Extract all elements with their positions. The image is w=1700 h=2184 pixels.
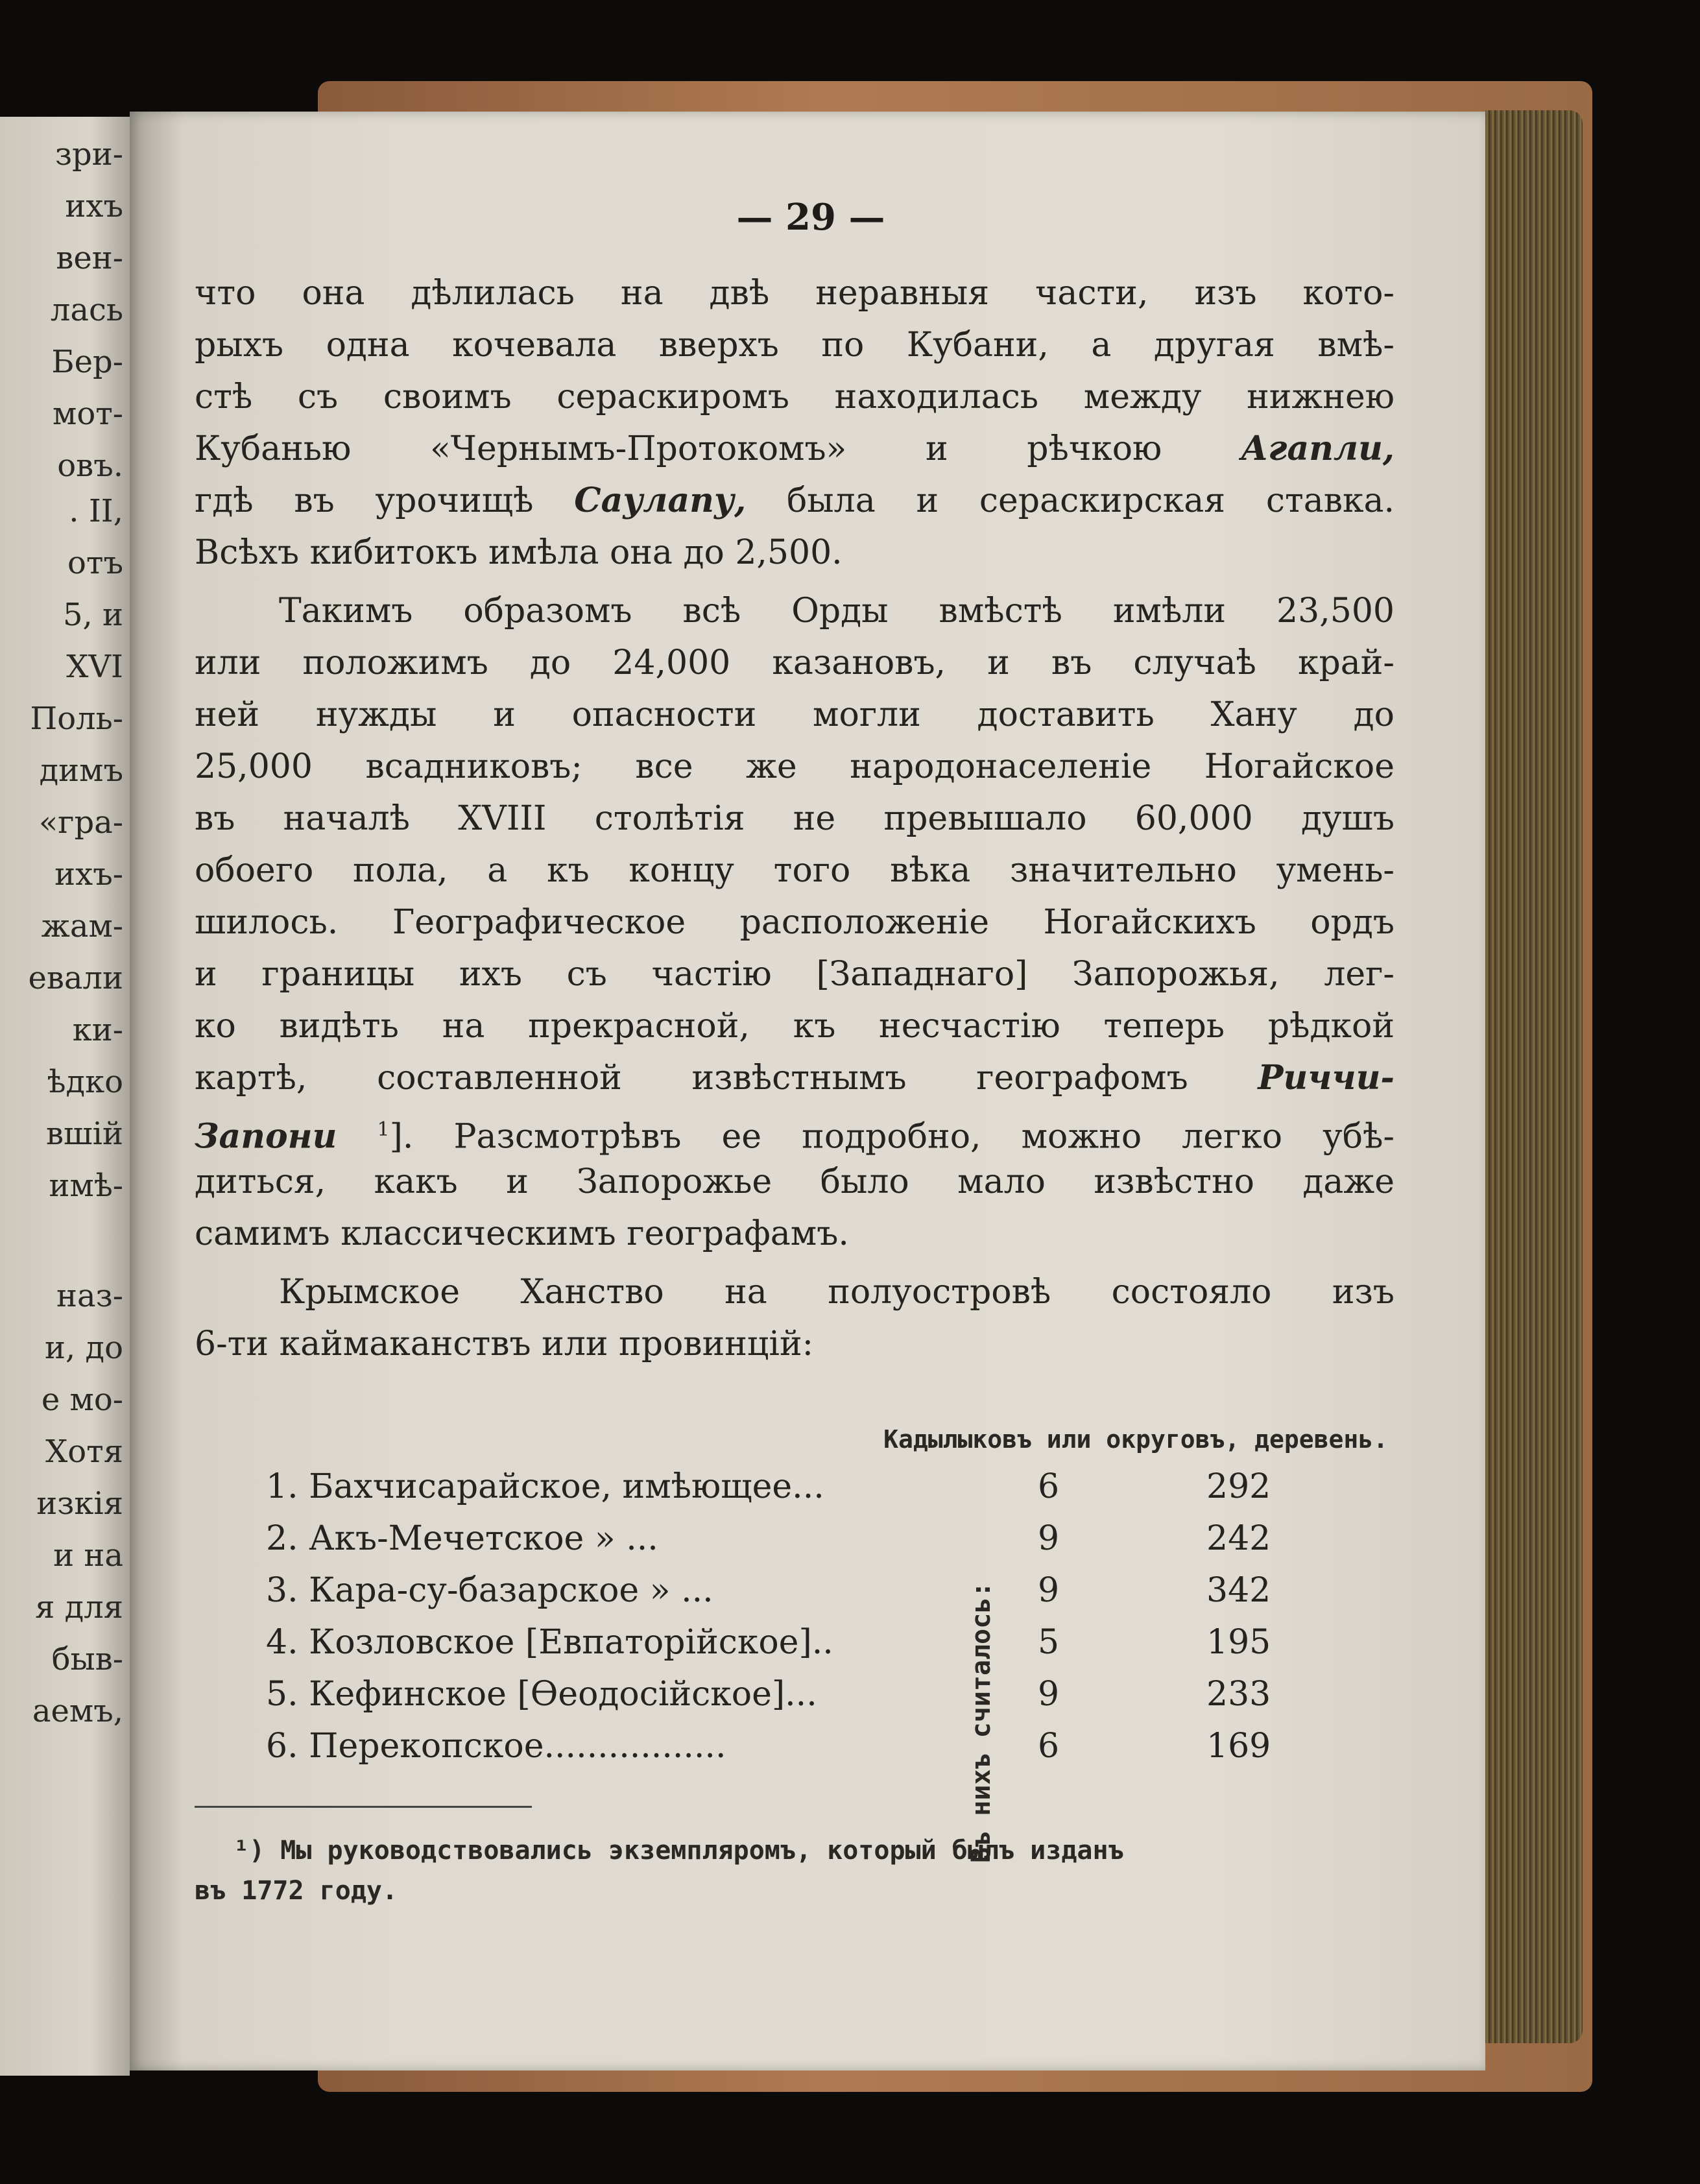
left-page-fragment: . II, <box>69 493 123 529</box>
text-line: гдѣ въ урочищѣ Саулапу, была и сераскирская ставка. <box>195 481 1395 520</box>
left-page-fragment: Хотя <box>45 1434 123 1470</box>
left-page-fragment: ихъ- <box>54 856 123 893</box>
left-page-fragment: вшій <box>46 1116 123 1152</box>
text-line: и границы ихъ съ частію [Западнаго] Запорожья, лег- <box>195 955 1395 994</box>
text-line: Кубанью «Чернымъ-Протокомъ» и рѣчкою Агапли, <box>195 429 1395 468</box>
left-page-fragment: мот- <box>52 396 123 432</box>
province-name: 3. Кара-су-базарское » ... <box>266 1571 713 1610</box>
left-page-fragment: Бер- <box>51 344 123 380</box>
left-page-fragment: XVI <box>66 649 123 685</box>
kadylyki-count: 9 <box>1038 1571 1060 1610</box>
page-edges <box>1485 110 1583 2043</box>
villages-count: 242 <box>1206 1519 1271 1558</box>
footnote-rule <box>195 1806 532 1808</box>
left-page-fragment: «гра- <box>38 804 123 841</box>
left-page-fragment: аемъ, <box>32 1693 123 1729</box>
left-page-fragment: Поль- <box>30 701 123 737</box>
villages-count: 195 <box>1206 1623 1271 1662</box>
footnote-ref: 1 <box>377 1118 390 1141</box>
kadylyki-count: 6 <box>1038 1467 1060 1506</box>
left-page-fragment: и, до <box>45 1330 123 1366</box>
table-header: Кадылыковъ или округовъ, деревень. <box>883 1425 1388 1454</box>
villages-count: 292 <box>1206 1467 1271 1506</box>
left-page-fragment: я для <box>35 1589 123 1626</box>
text-line: Всѣхъ кибитокъ имѣла она до 2,500. <box>195 533 843 572</box>
text-line: что она дѣлилась на двѣ неравныя части, изъ кото- <box>195 274 1395 313</box>
left-page-fragment: 5, и <box>62 597 123 633</box>
left-page-fragment: зри- <box>54 136 123 173</box>
footnote-line: ¹) Мы руководствовались экземпляромъ, который былъ изданъ <box>233 1836 1124 1866</box>
page-number: — 29 — <box>736 196 885 239</box>
left-page-fragment: е мо- <box>41 1382 123 1418</box>
text-line: самимъ классическимъ географамъ. <box>195 1214 849 1253</box>
text-line: ко видѣть на прекрасной, къ несчастію теперь рѣдкой <box>195 1007 1395 1046</box>
left-page-fragment: быв- <box>51 1641 123 1677</box>
left-page-fragment: наз- <box>56 1278 123 1314</box>
left-page-fragment: жам- <box>41 908 123 944</box>
text-line: Запони $^1$]. Разсмотрѣвъ ее подробно, можно легко убѣ- <box>195 1116 1395 1157</box>
province-name: 1. Бахчисарайское, имѣющее... <box>266 1467 824 1506</box>
province-name: 6. Перекопское................. <box>266 1727 726 1766</box>
province-name: 5. Кефинское [Ѳеодосійское]... <box>266 1675 817 1714</box>
left-page <box>0 117 130 2076</box>
text-line: диться, какъ и Запорожье было мало извѣстно даже <box>195 1162 1395 1201</box>
province-name: 2. Акъ-Мечетское » ... <box>266 1519 658 1558</box>
left-page-fragment: лась <box>50 292 123 328</box>
text-line: рыхъ одна кочевала вверхъ по Кубани, а другая вмѣ- <box>195 326 1395 365</box>
villages-count: 342 <box>1206 1571 1271 1610</box>
footnote-line: въ 1772 году. <box>195 1876 398 1906</box>
text-line: ней нужды и опасности могли доставить Хану до <box>195 695 1395 734</box>
left-page-fragment: имѣ- <box>49 1168 123 1204</box>
table-vertical-label: Въ нихъ считалось: <box>966 1581 996 1863</box>
text-line: обоего пола, а къ концу того вѣка значительно умень- <box>195 851 1395 890</box>
text-line: или положимъ до 24,000 казановъ, и въ случаѣ край- <box>195 643 1395 682</box>
kadylyki-count: 5 <box>1038 1623 1060 1662</box>
text-line: картѣ, составленной извѣстнымъ географомъ Риччи- <box>195 1058 1395 1098</box>
left-page-fragment: вен- <box>56 240 123 276</box>
kadylyki-count: 9 <box>1038 1519 1060 1558</box>
kadylyki-count: 9 <box>1038 1675 1060 1714</box>
villages-count: 169 <box>1206 1727 1271 1766</box>
left-page-fragment: изкія <box>36 1485 123 1522</box>
left-page-fragment: отъ <box>67 545 123 581</box>
text-line: стѣ съ своимъ сераскиромъ находилась между нижнею <box>195 378 1395 416</box>
left-page-fragment: и на <box>53 1537 123 1574</box>
kadylyki-count: 6 <box>1038 1727 1060 1766</box>
left-page-fragment: овъ. <box>57 448 123 484</box>
text-line: 25,000 всадниковъ; все же народонаселеніе Ногайское <box>195 747 1395 786</box>
main-page <box>130 112 1485 2070</box>
left-page-fragment: ки- <box>72 1012 123 1048</box>
left-page-fragment: димъ <box>39 752 123 789</box>
text-line: шилось. Географическое расположеніе Ногайскихъ ордъ <box>195 903 1395 942</box>
text-line: Такимъ образомъ всѣ Орды вмѣстѣ имѣли 23,500 <box>279 592 1395 630</box>
text-line: 6-ти каймаканствъ или провинцій: <box>195 1325 814 1363</box>
villages-count: 233 <box>1206 1675 1271 1714</box>
text-line: Крымское Ханство на полуостровѣ состояло изъ <box>279 1273 1395 1312</box>
left-page-fragment: ѣдко <box>47 1064 123 1100</box>
province-name: 4. Козловское [Евпаторійское].. <box>266 1623 833 1662</box>
left-page-fragment: евали <box>28 960 123 996</box>
text-line: въ началѣ XVIII столѣтія не превышало 60,000 душъ <box>195 799 1395 838</box>
left-page-fragment: ихъ <box>65 188 123 224</box>
